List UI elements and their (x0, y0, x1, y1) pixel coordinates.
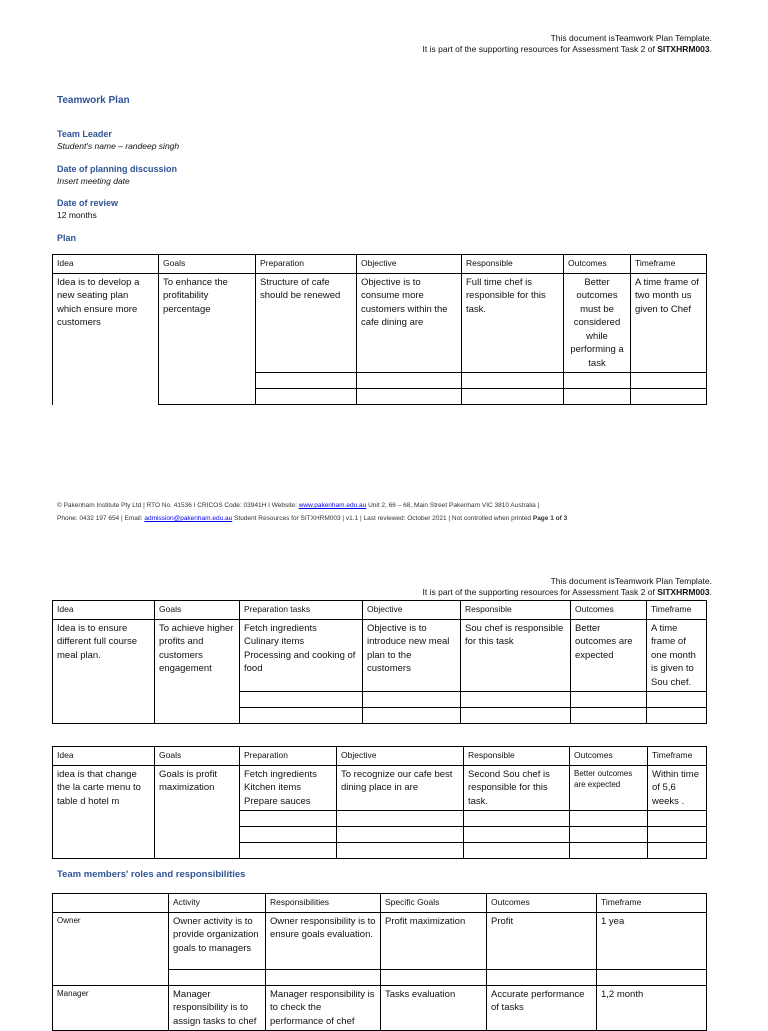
col-header: Objective (363, 601, 461, 620)
page-footer (57, 499, 567, 525)
table-cell: A time frame of two month us given to Chef (631, 273, 707, 373)
planning-date-label: Date of planning discussion (57, 164, 178, 174)
empty-cell (240, 811, 337, 827)
empty-cell (464, 811, 570, 827)
table-cell: Objective is to consume more customers within the cafe dining are (357, 273, 462, 373)
planning-date-value: Insert meeting date (57, 176, 130, 186)
table-cell: Profit (487, 912, 597, 969)
header-line-2-text: It is part of the supporting resources for Assessment Task 2 of (422, 44, 658, 54)
empty-cell (464, 827, 570, 843)
footer-line-1 (57, 499, 567, 512)
table-header-row (53, 747, 707, 766)
table-cell: Profit maximization (381, 912, 487, 969)
empty-cell (337, 843, 464, 859)
header-line-1: This document isTeamwork Plan Template. (550, 33, 712, 43)
empty-cell (240, 843, 337, 859)
table-cell: Second Sou chef is responsible for this task. (464, 765, 570, 811)
empty-cell (363, 692, 461, 708)
team-leader-label: Team Leader (57, 129, 112, 139)
empty-cell (487, 969, 597, 985)
col-header: Activity (169, 894, 266, 913)
col-header: Preparation tasks (240, 601, 363, 620)
empty-cell (647, 708, 707, 724)
team-leader-value: Student's name – randeep singh (57, 141, 180, 151)
empty-cell (337, 811, 464, 827)
empty-cell (240, 827, 337, 843)
table-cell: Manager responsibility is to check the performance of chef (266, 985, 381, 1031)
col-header: Outcomes (570, 747, 648, 766)
footer-text: © Pakenham Institute Pty Ltd | RTO No. 41536 I CRICOS Code: 03941H I Website: (57, 502, 299, 509)
empty-cell (381, 969, 487, 985)
table-cell: Owner responsibility is to ensure goals evaluation. (266, 912, 381, 969)
table-cell: Better outcomes are expected (571, 619, 647, 692)
empty-cell (647, 692, 707, 708)
empty-cell (462, 389, 564, 405)
table-cell: Within time of 5,6 weeks . (648, 765, 707, 811)
table-cell: Fetch ingredients Culinary items Processing and cooking of food (240, 619, 363, 692)
header-line-1: This document isTeamwork Plan Template. (550, 576, 712, 586)
header-line-2-suffix: . (709, 587, 712, 597)
col-header: Timeframe (597, 894, 707, 913)
table-header-row (53, 255, 707, 274)
role-name: Owner (53, 912, 169, 985)
empty-cell (240, 692, 363, 708)
empty-cell (461, 708, 571, 724)
col-header: Idea (53, 601, 155, 620)
email-link[interactable]: admission@pakenham.edu.au (144, 515, 233, 522)
empty-cell (631, 389, 707, 405)
unit-code: SITXHRM003 (657, 587, 710, 597)
col-header: Timeframe (648, 747, 707, 766)
empty-cell (461, 692, 571, 708)
table-row (53, 273, 707, 373)
empty-cell (363, 708, 461, 724)
col-header: Responsible (461, 601, 571, 620)
col-header: Outcomes (571, 601, 647, 620)
col-header: Objective (357, 255, 462, 274)
empty-cell (256, 373, 357, 389)
table-cell: 1 yea (597, 912, 707, 969)
footer-line-2 (57, 512, 567, 525)
page-header-2 (423, 576, 712, 598)
table-row (53, 619, 707, 692)
table-cell: Idea is to develop a new seating plan which ensure more customers (53, 273, 159, 405)
empty-cell (570, 811, 648, 827)
empty-cell (256, 389, 357, 405)
col-header: Outcomes (564, 255, 631, 274)
table-cell: Fetch ingredients Kitchen items Prepare sauces (240, 765, 337, 811)
empty-cell (564, 373, 631, 389)
review-date-value: 12 months (57, 210, 97, 220)
empty-cell (240, 708, 363, 724)
plan-table (52, 254, 707, 405)
empty-cell (571, 692, 647, 708)
col-header: Preparation (240, 747, 337, 766)
table-cell: Manager responsibility is to assign tasks to chef (169, 985, 266, 1031)
empty-cell (648, 811, 707, 827)
header-line-2-suffix: . (709, 44, 712, 54)
table-cell: Sou chef is responsible for this task (461, 619, 571, 692)
table-cell: A time frame of one month is given to Sou chef. (647, 619, 707, 692)
website-link[interactable]: www.pakenham.edu.au (298, 502, 367, 509)
col-header: Responsibilities (266, 894, 381, 913)
col-header: Specific Goals (381, 894, 487, 913)
col-header: Goals (155, 601, 240, 620)
table-header-row (53, 894, 707, 913)
table-cell: 1,2 month (597, 985, 707, 1031)
table-cell: Structure of cafe should be renewed (256, 273, 357, 373)
col-header: Objective (337, 747, 464, 766)
empty-cell (571, 708, 647, 724)
col-header: Outcomes (487, 894, 597, 913)
empty-cell (564, 389, 631, 405)
table-cell: To achieve higher profits and customers engagement (155, 619, 240, 724)
table-cell: To recognize our cafe best dining place in are (337, 765, 464, 811)
header-line-2 (423, 44, 712, 55)
unit-code: SITXHRM003 (657, 44, 710, 54)
table-row (53, 912, 707, 969)
empty-cell (464, 843, 570, 859)
col-header: Timeframe (631, 255, 707, 274)
review-date-label: Date of review (57, 198, 119, 208)
table-header-row (53, 601, 707, 620)
table-cell: Better outcomes are expected (570, 765, 648, 811)
col-header: Responsible (464, 747, 570, 766)
empty-cell (462, 373, 564, 389)
header-line-2-text: It is part of the supporting resources for Assessment Task 2 of (422, 587, 658, 597)
roles-table (52, 893, 707, 1031)
empty-cell (169, 969, 266, 985)
plan-table-3 (52, 746, 707, 859)
footer-text: Student Resources for SITXHRM003 | v1.1 | Last reviewed: October 2021 | Not controlled when printed (232, 515, 533, 522)
empty-cell (266, 969, 381, 985)
table-cell: Better outcomes must be considered while performing a task (564, 273, 631, 373)
col-header: Goals (155, 747, 240, 766)
page-number: Page 1 of 3 (532, 515, 568, 522)
footer-text: Phone: 0432 197 654 | Email: (57, 515, 145, 522)
col-header: Goals (159, 255, 256, 274)
empty-cell (337, 827, 464, 843)
page-title: Teamwork Plan (57, 95, 130, 106)
empty-cell (570, 827, 648, 843)
col-header (53, 894, 169, 913)
page-header (423, 33, 712, 55)
col-header: Idea (53, 255, 159, 274)
header-line-2 (423, 587, 712, 598)
table-cell: Accurate performance of tasks (487, 985, 597, 1031)
col-header: Timeframe (647, 601, 707, 620)
col-header: Idea (53, 747, 155, 766)
table-cell: idea is that change the la carte menu to table d hotel m (53, 765, 155, 859)
table-cell: To enhance the profitability percentage (159, 273, 256, 405)
table-row (53, 765, 707, 811)
role-name: Manager (53, 985, 169, 1031)
table-cell: Objective is to introduce new meal plan to the customers (363, 619, 461, 692)
table-cell: Owner activity is to provide organization goals to managers (169, 912, 266, 969)
table-cell: Goals is profit maximization (155, 765, 240, 859)
empty-cell (648, 827, 707, 843)
empty-cell (570, 843, 648, 859)
plan-table-2 (52, 600, 707, 724)
col-header: Responsible (462, 255, 564, 274)
col-header: Preparation (256, 255, 357, 274)
table-cell: Full time chef is responsible for this task. (462, 273, 564, 373)
table-cell: Tasks evaluation (381, 985, 487, 1031)
roles-title: Team members' roles and responsibilities (57, 869, 246, 880)
empty-cell (357, 373, 462, 389)
footer-text: Unit 2, 66 – 68, Main Street Pakenham VIC 3810 Australia | (366, 502, 540, 509)
empty-cell (648, 843, 707, 859)
empty-cell (357, 389, 462, 405)
empty-cell (631, 373, 707, 389)
empty-cell (597, 969, 707, 985)
plan-label: Plan (57, 233, 77, 243)
table-cell: Idea is to ensure different full course meal plan. (53, 619, 155, 724)
